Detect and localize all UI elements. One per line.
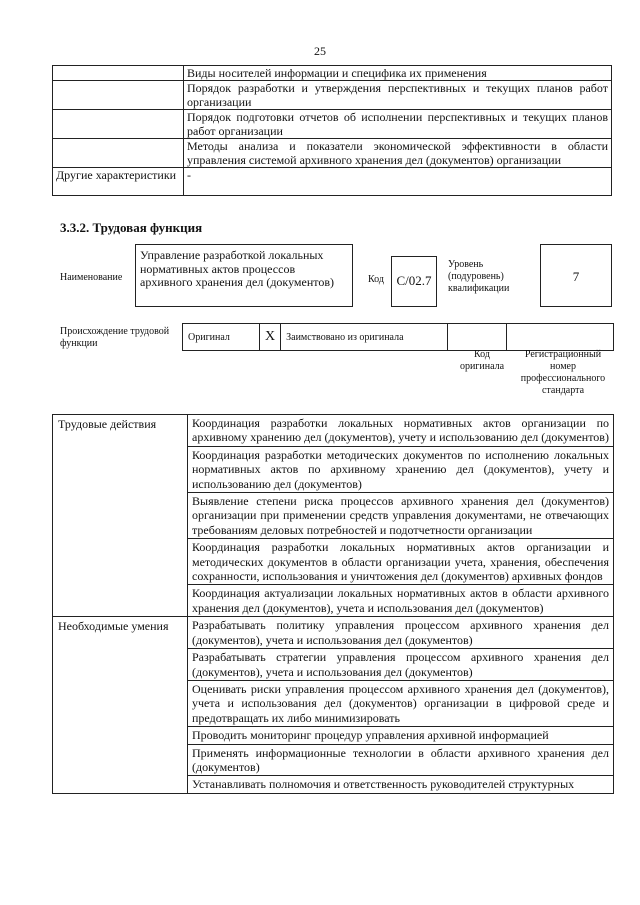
action-item: Координация разработки локальных нормативных актов организации по архивному хранению дел (документов), учету и использованию дел (документов) <box>188 415 614 447</box>
registration-caption: Регистрационный номер профессионального стандарта <box>520 349 606 396</box>
actions-label: Трудовые действия <box>53 415 188 617</box>
action-item: Координация актуализации локальных нормативных актов в области архивного хранения дел (документов), учета и использования дел (документов) <box>188 585 614 617</box>
empty-label-cell <box>53 81 184 110</box>
function-name-box: Управление разработкой локальных нормативных актов процессов архивного хранения дел (документов) <box>135 244 353 307</box>
knowledge-item: Порядок подготовки отчетов об исполнении перспективных и текущих планов работ организации <box>184 110 612 139</box>
section-title: 3.3.2. Трудовая функция <box>60 220 203 235</box>
origin-table <box>182 323 614 351</box>
skill-item: Устанавливать полномочия и ответственность руководителей структурных <box>188 776 614 793</box>
action-item: Выявление степени риска процессов архивного хранения дел (документов) организации при применении средств управления документами, не отвечающих требованиям деловых потребностей и подотчетности организации <box>188 493 614 539</box>
other-characteristics-value: - <box>184 168 612 196</box>
action-item: Координация разработки методических документов по исполнению локальных нормативных актов по архивному хранению дел (документов), учету и использованию дел (документов) <box>188 446 614 492</box>
code-caption: Код оригинала <box>459 349 505 372</box>
original-cell: Оригинал <box>183 324 260 351</box>
table-row <box>53 415 614 447</box>
code-label: Код <box>368 274 384 285</box>
knowledge-item: Порядок разработки и утверждения перспективных и текущих планов работ организации <box>184 81 612 110</box>
level-box: 7 <box>540 244 612 307</box>
table-row <box>53 81 612 110</box>
function-details-table <box>52 414 614 794</box>
skill-item: Разрабатывать политику управления процессом архивного хранения дел (документов), учета и использования дел (документов) <box>188 617 614 649</box>
table-row <box>183 324 614 351</box>
table-row <box>53 617 614 649</box>
page-number: 25 <box>314 44 326 58</box>
knowledge-table <box>52 65 612 196</box>
borrowed-cell: Заимствовано из оригинала <box>281 324 448 351</box>
original-mark: X <box>260 324 281 351</box>
code-box: С/02.7 <box>391 256 437 307</box>
level-label: Уровень (подуровень) квалификации <box>448 259 510 294</box>
table-row <box>53 168 612 196</box>
skill-item: Разрабатывать стратегии управления процессом архивного хранения дел (документов), учета и использования дел (документов) <box>188 649 614 681</box>
skill-item: Проводить мониторинг процедур управления архивной информацией <box>188 727 614 744</box>
skills-label: Необходимые умения <box>53 617 188 793</box>
origin-label: Происхождение трудовой функции <box>60 326 170 349</box>
empty-label-cell <box>53 66 184 81</box>
empty-label-cell <box>53 139 184 168</box>
table-row <box>53 110 612 139</box>
skill-item: Оценивать риски управления процессом архивного хранения дел (документов), учета и использования дел (документов) организации в цифровой среде и предотвращать их либо минимизировать <box>188 680 614 726</box>
origin-code-cell <box>448 324 507 351</box>
empty-label-cell <box>53 110 184 139</box>
registration-number-cell <box>507 324 614 351</box>
table-row <box>53 66 612 81</box>
table-row <box>53 139 612 168</box>
name-label: Наименование <box>60 272 123 283</box>
skill-item: Применять информационные технологии в области архивного хранения дел (документов) <box>188 744 614 776</box>
knowledge-item: Виды носителей информации и специфика их применения <box>184 66 612 81</box>
other-characteristics-label: Другие характеристики <box>53 168 184 196</box>
action-item: Координация разработки локальных нормативных актов организации и методических документов в области организации учета, хранения, обеспечения сохранности, использования и уничтожения дел (документов) архивных фондов <box>188 539 614 585</box>
knowledge-item: Методы анализа и показатели экономической эффективности в области управления системой архивного хранения дел (документов) организации <box>184 139 612 168</box>
